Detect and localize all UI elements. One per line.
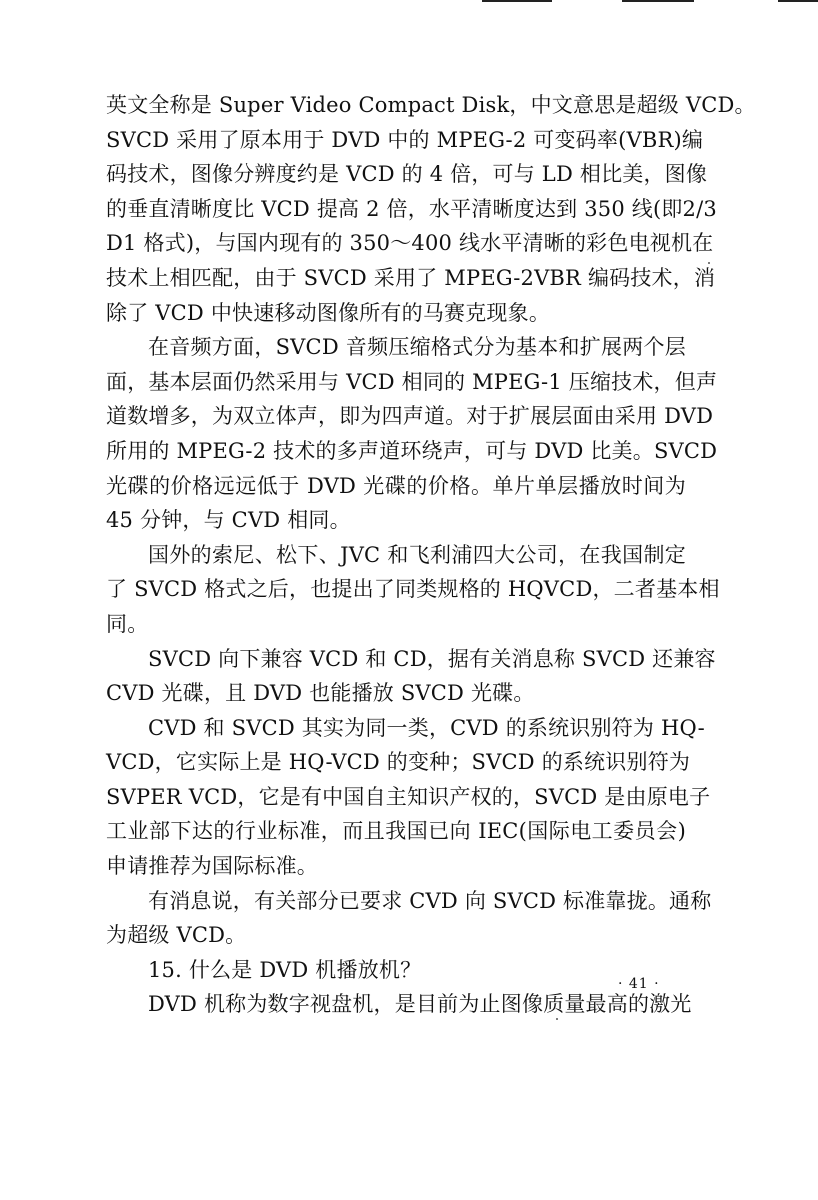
text-line: 面，基本层面仍然采用与 VCD 相同的 MPEG-1 压缩技术，但声: [106, 369, 718, 394]
text-line: 申请推荐为国际标准。: [106, 854, 318, 879]
text-line: 国外的索尼、松下、JVC 和飞利浦四大公司，在我国制定: [148, 542, 686, 567]
text-line: 在音频方面，SVCD 音频压缩格式分为基本和扩展两个层: [148, 335, 686, 360]
text-line: SVPER VCD，它是有中国自主知识产权的，SVCD 是由原电子: [106, 784, 711, 809]
text-line: 为超级 VCD。: [106, 923, 247, 948]
text-line: 所用的 MPEG-2 技术的多声道环绕声，可与 DVD 比美。SVCD: [106, 438, 718, 463]
scan-speck: [556, 1018, 558, 1020]
header-rule-right: [778, 0, 818, 2]
page-number: · 41 ·: [618, 976, 660, 992]
text-line: SVCD 向下兼容 VCD 和 CD，据有关消息称 SVCD 还兼容: [148, 646, 716, 671]
text-line: CVD 光碟，且 DVD 也能播放 SVCD 光碟。: [106, 681, 535, 706]
text-line: 道数增多，为双立体声，即为四声道。对于扩展层面由采用 DVD: [106, 404, 714, 429]
text-line: 45 分钟，与 CVD 相同。: [106, 508, 351, 533]
section-heading: 15. 什么是 DVD 机播放机？: [148, 957, 422, 982]
header-rule-left: [482, 0, 552, 2]
text-line: 同。: [106, 611, 149, 636]
header-rule-middle: [622, 0, 694, 2]
text-line: 技术上相匹配，由于 SVCD 采用了 MPEG-2VBR 编码技术，消: [106, 265, 716, 290]
text-line: 了 SVCD 格式之后，也提出了同类规格的 HQVCD，二者基本相: [106, 577, 720, 602]
text-line: SVCD 采用了原本用于 DVD 中的 MPEG-2 可变码率(VBR)编: [106, 127, 704, 152]
text-line: 光碟的价格远远低于 DVD 光碟的价格。单片单层播放时间为: [106, 473, 686, 498]
scan-speck: [708, 262, 710, 264]
text-line: CVD 和 SVCD 其实为同一类，CVD 的系统识别符为 HQ-: [148, 715, 705, 740]
text-line: 的垂直清晰度比 VCD 提高 2 倍，水平清晰度达到 350 线(即2/3: [106, 196, 717, 221]
text-line: 有消息说，有关部分已要求 CVD 向 SVCD 标准靠拢。通称: [148, 888, 712, 913]
text-line: DVD 机称为数字视盘机，是目前为止图像质量最高的激光: [148, 992, 692, 1017]
text-line: 工业部下达的行业标准，而且我国已向 IEC(国际电工委员会): [106, 819, 686, 844]
text-line: 英文全称是 Super Video Compact Disk，中文意思是超级 VCD。: [106, 93, 756, 117]
text-line: 除了 VCD 中快速移动图像所有的马赛克现象。: [106, 300, 551, 325]
text-line: D1 格式)，与国内现有的 350～400 线水平清晰的彩色电视机在: [106, 231, 714, 256]
text-line: 码技术，图像分辨度约是 VCD 的 4 倍，可与 LD 相比美，图像: [106, 162, 708, 187]
body-text: [106, 88, 756, 1022]
text-line: VCD，它实际上是 HQ-VCD 的变种；SVCD 的系统识别符为: [106, 750, 691, 775]
